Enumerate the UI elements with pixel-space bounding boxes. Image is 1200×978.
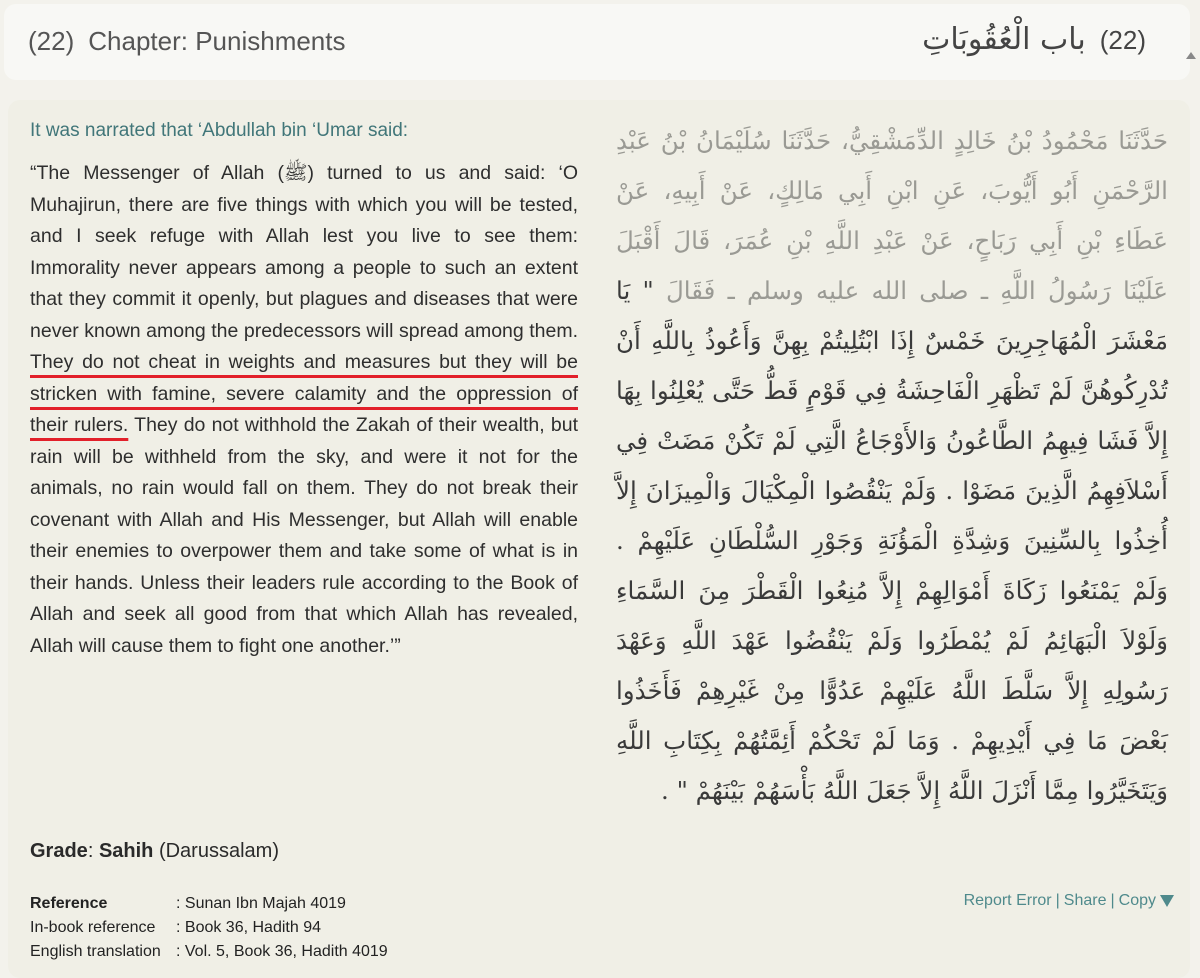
hadith-actions	[964, 892, 1174, 910]
narrator-line: It was narrated that ‘Abdullah bin ‘Umar said:	[30, 120, 409, 141]
english-translation-row	[30, 940, 388, 964]
in-book-reference-row	[30, 916, 388, 940]
grade-source: (Darussalam)	[158, 840, 279, 862]
english-translation-label: English translation	[30, 943, 161, 960]
reference-value: : Sunan Ibn Majah 4019	[176, 895, 346, 912]
grade-line: Grade: Sahih (Darussalam)	[30, 840, 279, 862]
chapter-title-ar-text: باب الْعُقُوبَاتِ	[922, 22, 1086, 57]
chapter-title-en	[28, 26, 346, 57]
separator: |	[1055, 892, 1060, 909]
scroll-up-arrow-icon[interactable]	[1186, 52, 1196, 59]
separator: |	[1110, 892, 1115, 909]
hadith-arabic-text	[616, 116, 1168, 816]
share-link[interactable]: Share	[1063, 892, 1107, 909]
chapter-number: (22)	[28, 26, 75, 56]
reference-table	[30, 892, 388, 964]
chapter-title-ar	[922, 22, 1146, 57]
chapter-number-ar: (22)	[1099, 25, 1146, 55]
in-book-reference-value: : Book 36, Hadith 94	[176, 919, 321, 936]
chapter-header	[4, 4, 1190, 80]
grade-value: Sahih	[98, 840, 154, 862]
copy-dropdown-icon[interactable]	[1160, 895, 1174, 907]
reference-label: Reference	[30, 895, 108, 912]
hadith-text-part2: They do not withhold the Zakah of their wealth, but rain will be withheld from the sky, and were it not for the animals, no rain would fall on them. They do not break their covenant with Allah and His Messenger, but Allah will enable their enemies to overpower them and take some of what is in their hands. Unless their leaders rule according to the Book of Allah and seek all good from that which Allah has revealed, Allah will cause them to fight one another.’”	[30, 414, 578, 657]
grade-label: Grade	[30, 840, 88, 862]
english-translation-value: : Vol. 5, Book 36, Hadith 4019	[176, 943, 388, 960]
copy-link[interactable]: Copy	[1118, 892, 1156, 909]
hadith-highlighted-text: They do not cheat in weights and measures but they will be stricken with famine, severe calamity and the oppression of their rulers.	[30, 351, 578, 436]
reference-row	[30, 892, 388, 916]
hadith-container	[8, 100, 1190, 978]
report-error-link[interactable]: Report Error	[963, 892, 1052, 909]
hadith-english-text	[30, 158, 578, 662]
arabic-matn: " يَا مَعْشَرَ الْمُهَاجِرِينَ خَمْسٌ إِذَا ابْتُلِيتُمْ بِهِنَّ وَأَعُوذُ بِاللَّهِ أَنْ تُدْرِكُوهُنَّ لَمْ تَظْهَرِ الْفَاحِشَةُ فِي قَوْمٍ قَطُّ حَتَّى يُعْلِنُوا بِهَا إِلاَّ فَشَا فِيهِمُ الطَّاعُونُ وَالأَوْجَاعُ الَّتِي لَمْ تَكُنْ مَضَتْ فِي أَسْلاَفِهِمُ الَّذِينَ مَضَوْا . وَلَمْ يَنْقُصُوا الْمِكْيَالَ وَالْمِيزَانَ إِلاَّ أُخِذُوا بِالسِّنِينَ وَشِدَّةِ الْمَؤُنَةِ وَجَوْرِ السُّلْطَانِ عَلَيْهِمْ . وَلَمْ يَمْنَعُوا زَكَاةَ أَمْوَالِهِمْ إِلاَّ مُنِعُوا الْقَطْرَ مِنَ السَّمَاءِ وَلَوْلاَ الْبَهَائِمُ لَمْ يُمْطَرُوا وَلَمْ يَنْقُضُوا عَهْدَ اللَّهِ وَعَهْدَ رَسُولِهِ إِلاَّ سَلَّطَ اللَّهُ عَلَيْهِمْ عَدُوًّا مِنْ غَيْرِهِمْ فَأَخَذُوا بَعْضَ مَا فِي أَيْدِيهِمْ . وَمَا لَمْ تَحْكُمْ أَئِمَّتُهُمْ بِكِتَابِ اللَّهِ وَيَتَخَيَّرُوا مِمَّا أَنْزَلَ اللَّهُ إِلاَّ جَعَلَ اللَّهُ بَأْسَهُمْ بَيْنَهُمْ " .	[616, 276, 1168, 805]
in-book-reference-label: In-book reference	[30, 919, 156, 936]
hadith-text-part1: “The Messenger of Allah (ﷺ) turned to us and said: ‘O Muhajirun, there are five things with which you will be tested, and I seek refuge with Allah lest you live to see them: Immorality never appears among a people to such an extent that they commit it openly, but plagues and diseases that were never known among the predecessors will spread among them.	[30, 162, 578, 342]
chapter-title-text: Chapter: Punishments	[88, 26, 346, 56]
arabic-isnad: حَدَّثَنَا مَحْمُودُ بْنُ خَالِدٍ الدِّمَشْقِيُّ، حَدَّثَنَا سُلَيْمَانُ بْنُ عَبْدِ الرَّحْمَنِ أَبُو أَيُّوبَ، عَنِ ابْنِ أَبِي مَالِكٍ، عَنْ أَبِيهِ، عَنْ عَطَاءِ بْنِ أَبِي رَبَاحٍ، عَنْ عَبْدِ اللَّهِ بْنِ عُمَرَ، قَالَ أَقْبَلَ عَلَيْنَا رَسُولُ اللَّهِ ـ صلى الله عليه وسلم ـ فَقَالَ	[616, 126, 1168, 305]
